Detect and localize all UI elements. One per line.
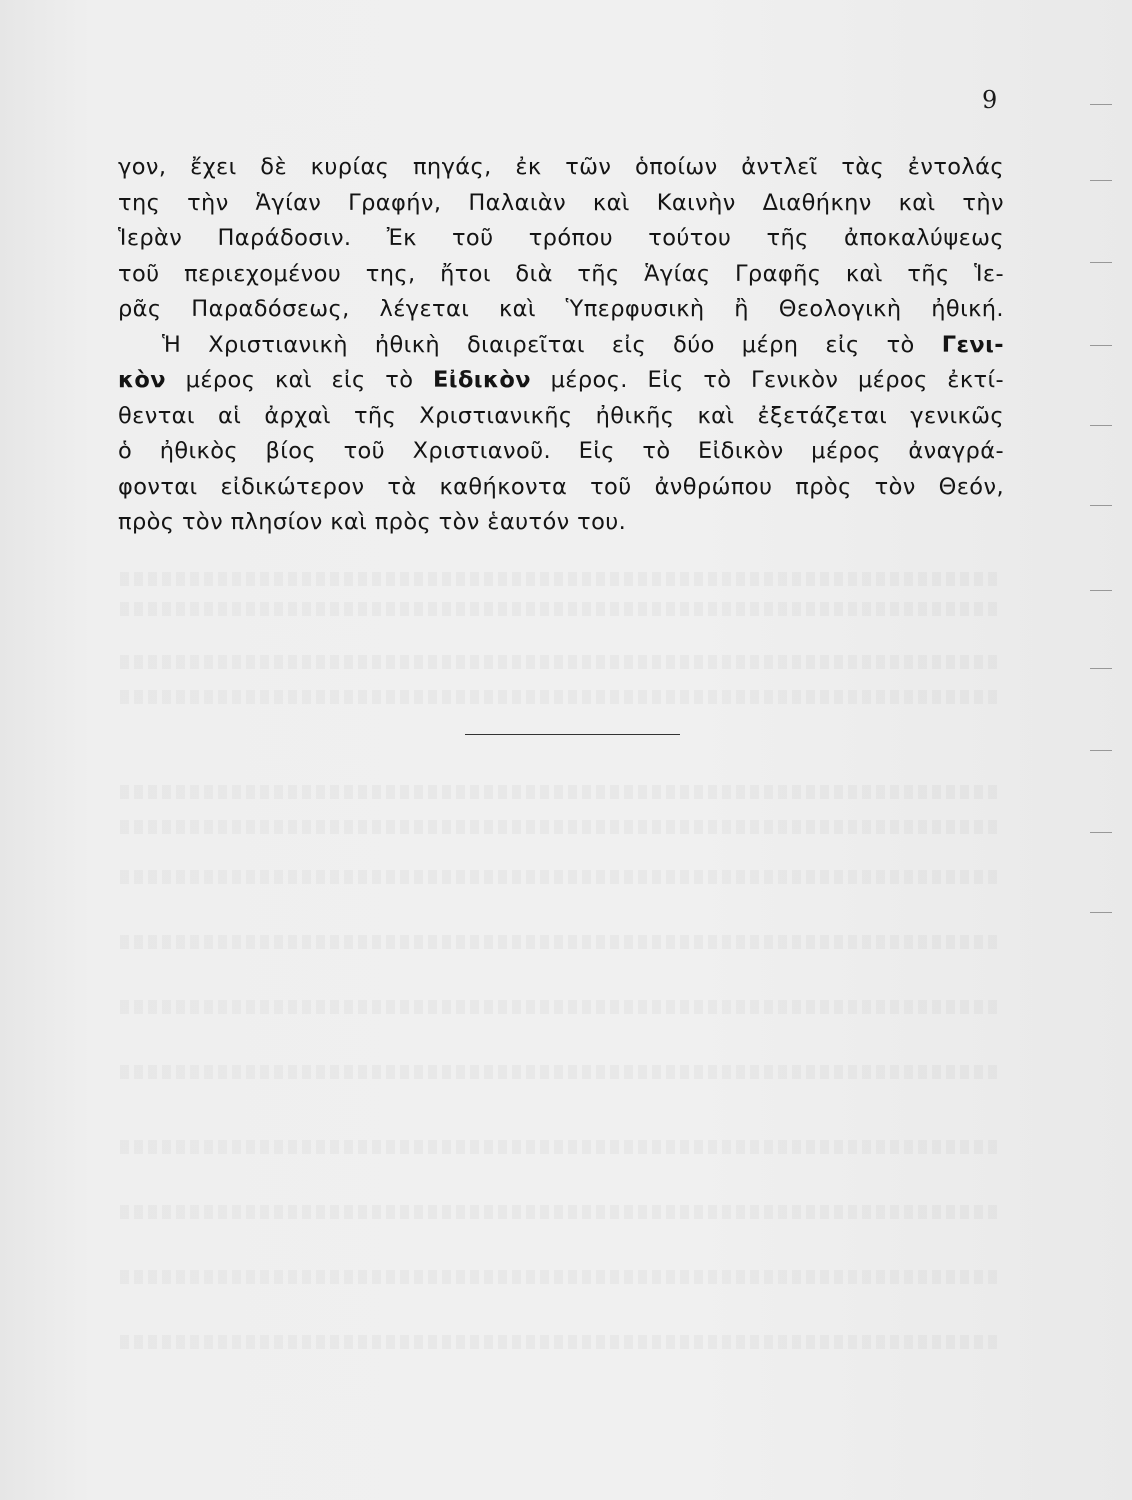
- bold-term-general: κὸν: [118, 367, 166, 393]
- bleed-through-line: [120, 1205, 1000, 1219]
- bleed-through-line: [120, 1335, 1000, 1349]
- bleed-through-line: [120, 602, 1000, 616]
- body-text: [118, 150, 1004, 541]
- text-line: ὁ ἠθικὸς βίος τοῦ Χριστιανοῦ. Εἰς τὸ Εἰδικὸν μέρος ἀναγρά-: [118, 438, 1004, 464]
- text-run: Ἡ Χριστιανικὴ ἠθικὴ διαιρεῖται εἰς δύο μέρη εἰς τὸ: [162, 331, 942, 358]
- text-line: θενται αἱ ἀρχαὶ τῆς Χριστιανικῆς ἠθικῆς καὶ ἐξετάζεται γενικῶς: [118, 402, 1004, 429]
- bleed-through-line: [120, 870, 1000, 884]
- edge-mark: [1090, 912, 1112, 913]
- text-line: πρὸς τὸν πλησίον καὶ πρὸς τὸν ἑαυτόν του.: [118, 509, 627, 535]
- edge-mark: [1090, 505, 1112, 506]
- text-line: Ἱερὰν Παράδοσιν. Ἐκ τοῦ τρόπου τούτου τῆς ἀποκαλύψεως: [118, 225, 1004, 251]
- text-line: τοῦ περιεχομένου της, ἤτοι διὰ τῆς Ἁγίας Γραφῆς καὶ τῆς Ἱε-: [118, 260, 1004, 287]
- text-run: μέρος καὶ εἰς τὸ: [165, 367, 434, 393]
- bleed-through-line: [120, 935, 1000, 949]
- edge-mark: [1090, 180, 1112, 181]
- text-line: φονται εἰδικώτερον τὰ καθήκοντα τοῦ ἀνθρώπου πρὸς τὸν Θεόν,: [118, 473, 1004, 500]
- text-line: [118, 328, 1004, 364]
- edge-mark: [1090, 668, 1112, 669]
- section-separator: [465, 734, 680, 735]
- bleed-through-line: [120, 655, 1000, 669]
- bleed-through-line: [120, 820, 1000, 834]
- bleed-through-line: [120, 785, 1000, 799]
- edge-mark: [1090, 590, 1112, 591]
- text-line: της τὴν Ἁγίαν Γραφήν, Παλαιὰν καὶ Καινὴν Διαθήκην καὶ τὴν: [118, 189, 1004, 216]
- bleed-through-line: [120, 1270, 1000, 1284]
- bleed-through-line: [120, 1140, 1000, 1154]
- bleed-through-line: [120, 1000, 1000, 1014]
- text-run: μέρος. Εἰς τὸ Γενικὸν μέρος ἐκτί-: [530, 367, 1004, 393]
- bleed-through-line: [120, 572, 1000, 586]
- bold-term-general: Γενι-: [941, 331, 1004, 358]
- bold-term-special: Εἰδικὸν: [433, 367, 531, 393]
- text-line: ρᾶς Παραδόσεως, λέγεται καὶ Ὑπερφυσικὴ ἢ Θεολογικὴ ἠθική.: [118, 296, 1004, 322]
- bleed-through-line: [120, 690, 1000, 704]
- edge-mark: [1090, 104, 1112, 105]
- page-number: 9: [982, 86, 998, 114]
- edge-mark: [1090, 750, 1112, 751]
- edge-mark: [1090, 345, 1112, 346]
- bleed-through-line: [120, 1065, 1000, 1079]
- edge-mark: [1090, 425, 1112, 426]
- edge-mark: [1090, 262, 1112, 263]
- text-line: [118, 363, 1004, 399]
- edge-mark: [1090, 832, 1112, 833]
- text-line: γον, ἔχει δὲ κυρίας πηγάς, ἐκ τῶν ὁποίων ἀντλεῖ τὰς ἐντολάς: [118, 154, 1004, 180]
